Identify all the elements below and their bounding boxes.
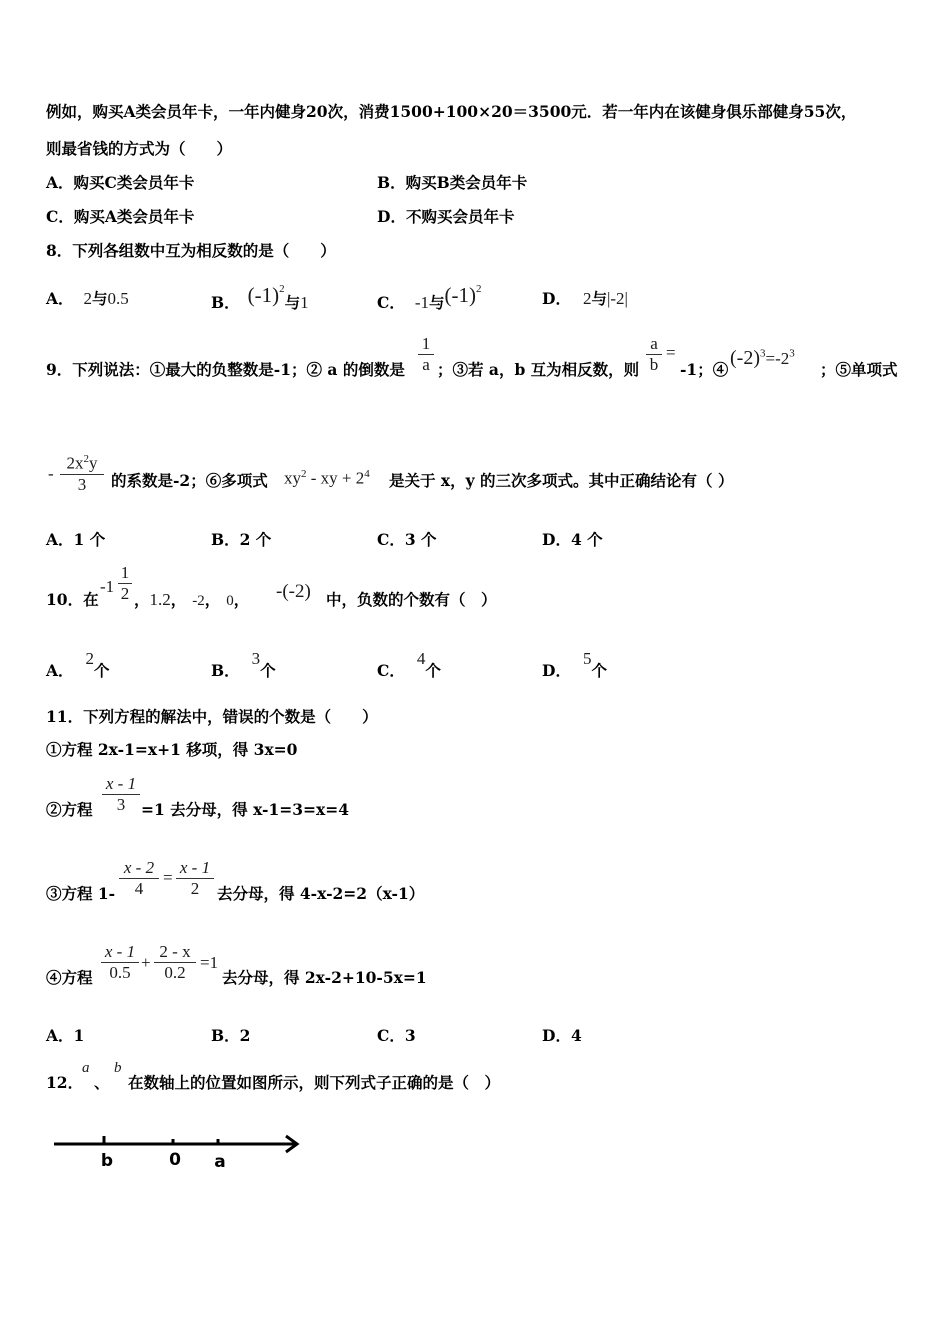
q11-s3-fraction-1 xyxy=(119,858,159,899)
q8-d-mid: 与 xyxy=(591,289,607,308)
q10-mixed-whole: -1 xyxy=(100,577,115,596)
label-0: 0 xyxy=(169,1150,181,1170)
q10-c-label: C． xyxy=(377,661,405,680)
q10-option-a xyxy=(46,649,110,681)
q10-option-c xyxy=(377,649,441,681)
q10-pre: 10．在 xyxy=(46,590,99,609)
q11-s4-pre: ④方程 xyxy=(46,968,93,987)
q10-value-3: -2 xyxy=(192,593,205,609)
q8-c-mid: 与 xyxy=(429,293,445,313)
q9-text-4: ；⑤单项式 xyxy=(820,360,898,379)
q8-c-p1: -1 xyxy=(414,293,430,313)
q12-sep: 、 xyxy=(94,1073,110,1092)
q8-a-mid: 与 xyxy=(92,289,108,308)
q9-option-c: C．3 个 xyxy=(377,530,437,549)
q8-option-a xyxy=(46,289,129,309)
q9-frac3-den: 3 xyxy=(77,474,87,494)
q8-c-p2: (-1) xyxy=(444,283,477,308)
q9-neg-sign: - xyxy=(48,464,54,483)
q8-option-b xyxy=(211,283,309,313)
q10-post: 中，负数的个数有（ ） xyxy=(326,590,497,609)
q9-option-d: D．4 个 xyxy=(542,530,603,549)
q8-c-label: C． xyxy=(377,293,405,313)
q10-b-unit: 个 xyxy=(260,661,276,680)
q10-b-value: 3 xyxy=(251,649,261,668)
q8-option-d xyxy=(542,289,628,309)
q12-var-b: b xyxy=(114,1060,122,1076)
q10-d-label: D． xyxy=(542,661,571,680)
q9-text-6: 是关于 x，y 的三次多项式。其中正确结论有（ ） xyxy=(389,471,734,490)
q10-d-unit: 个 xyxy=(591,661,607,680)
q9-frac3-num-b: y xyxy=(89,453,98,473)
q8-b-p2: 1 xyxy=(300,293,309,313)
q9-text-1: 9．下列说法：①最大的负整数是-1；② a 的倒数是 xyxy=(46,360,405,379)
q9-frac3-num-a: 2x xyxy=(66,453,84,473)
label-b: b xyxy=(100,1151,114,1171)
q11-s3-num2: x - 1 xyxy=(179,858,211,877)
q10-c-value: 4 xyxy=(416,649,426,668)
q11-s3-post: 去分母，得 4-x-2=2（x-1） xyxy=(217,884,425,903)
label-a: a xyxy=(214,1152,226,1172)
q10-comma-1: ， xyxy=(134,590,150,609)
q11-s2-num: x - 1 xyxy=(105,774,137,793)
q9-frac2-den: b xyxy=(649,355,659,374)
q8-a-label: A． xyxy=(46,289,74,308)
q11-s4-equals: =1 xyxy=(200,953,219,972)
q11-s4-fraction-2 xyxy=(154,942,196,983)
q11-s3-num1: x - 2 xyxy=(123,858,155,877)
q10-d-value: 5 xyxy=(582,649,592,668)
q9-poly-a: xy xyxy=(284,468,301,488)
q7-option-b: B．购买B类会员年卡 xyxy=(377,173,528,192)
q8-a-p1: 2 xyxy=(83,289,93,308)
q8-stem: 8．下列各组数中互为相反数的是（ ） xyxy=(46,241,336,260)
q9-poly-exp2: 4 xyxy=(364,468,370,480)
q7-option-a: A．购买C类会员年卡 xyxy=(46,173,195,192)
q9-m4-eq: =-2 xyxy=(765,349,790,368)
q8-b-p1: (-1) xyxy=(247,283,280,308)
q10-comma-2: ， xyxy=(170,590,187,609)
q9-m4-base: (-2) xyxy=(730,347,760,369)
q10-a-label: A． xyxy=(46,661,74,680)
q9-equals: = xyxy=(666,343,676,362)
q10-mixed-den: 2 xyxy=(120,584,130,603)
q9-monomial-fraction xyxy=(60,449,104,495)
q10-a-value: 2 xyxy=(85,649,95,668)
q11-s3-pre: ③方程 1- xyxy=(46,884,116,903)
q11-s2-fraction xyxy=(102,774,140,815)
q12-pre: 12． xyxy=(46,1073,84,1092)
q8-b-exp: 2 xyxy=(279,283,285,295)
q9-option-b: B．2 个 xyxy=(211,530,272,549)
q9-text-2: ；③若 a，b 互为相反数，则 xyxy=(437,360,640,379)
q9-power-expression xyxy=(730,347,795,370)
q9-frac1-den: a xyxy=(422,355,430,374)
q9-text-3: -1；④ xyxy=(680,360,729,379)
q11-s4-num1: x - 1 xyxy=(104,942,136,961)
q9-frac3-num xyxy=(60,449,104,474)
q11-option-a: A．1 xyxy=(46,1026,85,1045)
q7-option-d: D．不购买会员年卡 xyxy=(377,207,515,226)
q7-option-c: C．购买A类会员年卡 xyxy=(46,207,195,226)
q10-option-b xyxy=(211,649,276,681)
q10-comma-3: ， xyxy=(204,590,221,609)
q11-s2-post: =1 去分母，得 x-1=3=x=4 xyxy=(141,800,350,819)
q9-polynomial xyxy=(284,468,370,489)
q10-value-2: 1.2 xyxy=(149,590,171,609)
q10-mixed-fraction xyxy=(118,563,132,604)
q11-s2-den: 3 xyxy=(116,795,126,814)
q10-b-label: B． xyxy=(211,661,240,680)
intro-line-1: 例如，购买A类会员年卡，一年内健身20次，消费1500+100×20＝3500元．若一年内在该健身俱乐部健身55次， xyxy=(46,102,857,121)
intro-line-2: 则最省钱的方式为（ ） xyxy=(46,139,233,158)
q11-option-b: B．2 xyxy=(211,1026,251,1045)
q10-mixed-num: 1 xyxy=(120,563,130,582)
q9-frac-1-over-a xyxy=(418,334,434,375)
q12-post: 在数轴上的位置如图所示，则下列式子正确的是（ ） xyxy=(128,1073,501,1092)
q9-option-a: A．1 个 xyxy=(46,530,106,549)
q8-b-mid: 与 xyxy=(284,293,301,313)
q11-option-d: D．4 xyxy=(542,1026,582,1045)
q11-s3-den1: 4 xyxy=(134,879,144,898)
q11-s4-fraction-1 xyxy=(101,942,139,983)
q8-d-p1: 2 xyxy=(582,289,592,308)
q10-value-4: 0 xyxy=(226,593,234,609)
q10-a-unit: 个 xyxy=(94,661,110,680)
q11-option-c: C．3 xyxy=(377,1026,416,1045)
q11-s3-fraction-2 xyxy=(176,858,214,899)
q11-statement-1: ①方程 2x-1=x+1 移项，得 3x=0 xyxy=(46,740,298,759)
q9-frac2-num: a xyxy=(650,334,658,353)
q10-c-unit: 个 xyxy=(425,661,441,680)
q8-a-p2: 0.5 xyxy=(107,289,129,308)
q10-option-d xyxy=(542,649,607,681)
q11-s4-plus: + xyxy=(141,953,151,972)
q8-c-exp: 2 xyxy=(476,283,482,295)
number-line-figure xyxy=(50,1128,310,1176)
q10-values xyxy=(134,590,249,611)
q11-s3-den2: 2 xyxy=(190,879,200,898)
q12-var-a: a xyxy=(82,1060,90,1076)
q11-s4-den2: 0.2 xyxy=(164,963,186,982)
q10-value-5: -(-2) xyxy=(276,581,311,602)
q11-stem: 11．下列方程的解法中，错误的个数是（ ） xyxy=(46,707,378,726)
q11-s4-den1: 0.5 xyxy=(109,963,131,982)
q9-frac-a-over-b xyxy=(646,334,662,375)
q9-m4-exp2: 3 xyxy=(789,347,795,360)
q8-b-label: B． xyxy=(211,293,240,313)
q8-option-c xyxy=(377,283,482,313)
q9-poly-exp1: 2 xyxy=(301,468,307,480)
q9-text-5: 的系数是-2；⑥多项式 xyxy=(111,471,268,490)
q11-s4-post: 去分母，得 2x-2+10-5x=1 xyxy=(222,968,427,987)
q9-frac1-num: 1 xyxy=(421,334,431,353)
q9-poly-b: - xy + 2 xyxy=(306,468,365,488)
q8-d-p2: |-2| xyxy=(606,289,628,308)
q11-s4-num2: 2 - x xyxy=(159,942,191,961)
q11-s2-pre: ②方程 xyxy=(46,800,93,819)
q10-comma-4: ， xyxy=(233,590,250,609)
q11-s3-equals: = xyxy=(163,868,173,887)
q9-frac3-num-exp: 2 xyxy=(83,453,89,465)
q8-d-label: D． xyxy=(542,289,571,308)
q9-m4-exp: 3 xyxy=(759,347,766,360)
